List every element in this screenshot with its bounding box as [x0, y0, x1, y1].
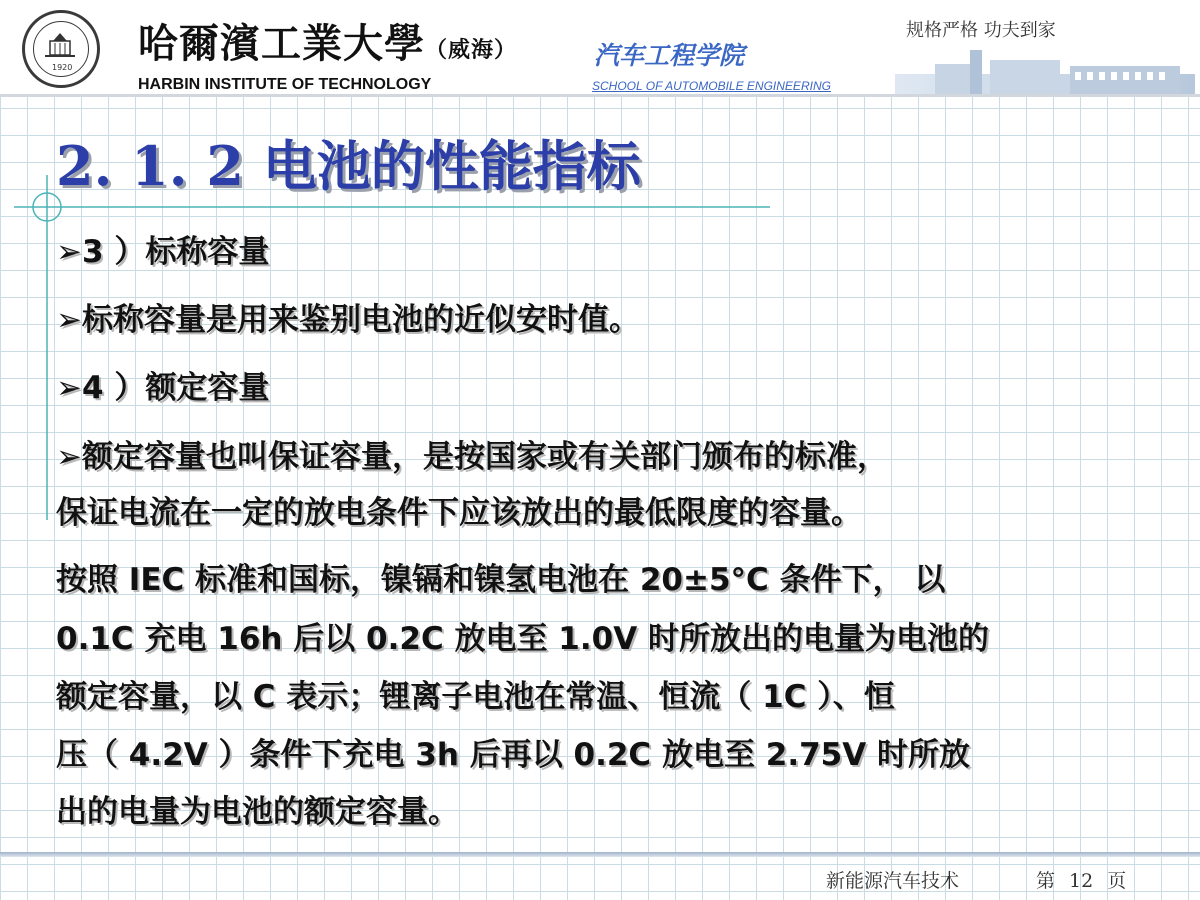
arrow-bullet-icon: ➢	[56, 234, 82, 270]
arrow-bullet-icon: ➢	[56, 302, 82, 338]
logo-building-icon	[45, 33, 75, 57]
header-divider	[0, 94, 1200, 97]
bullet-text: 3 ）标称容量	[81, 234, 270, 270]
bullet-text: 标称容量是用来鉴别电池的近似安时值。	[81, 302, 640, 338]
paragraph-line: 压（ 4.2V ）条件下充电 3h 后再以 0.2C 放电至 2.75V 时所放	[56, 737, 971, 773]
bullet-text: 额定容量也叫保证容量，是按国家或有关部门颁布的标准，	[81, 439, 888, 475]
paragraph-line: 0.1C 充电 16h 后以 0.2C 放电至 1.0V 时所放出的电量为电池的	[56, 621, 989, 657]
page-suffix: 页	[1107, 870, 1127, 892]
bullet-item	[56, 226, 269, 271]
slide-title: 2. 1. 2 电池的性能指标	[56, 134, 641, 198]
bullet-text: 4 ）额定容量	[81, 370, 270, 406]
course-name: 新能源汽车技术	[826, 870, 960, 892]
bullet-item	[56, 431, 888, 476]
university-logo	[22, 10, 100, 88]
school-name-en: HARBIN INSTITUTE OF TECHNOLOGY	[138, 76, 432, 93]
college-name-cn: 汽车工程学院	[594, 41, 745, 70]
arrow-bullet-icon: ➢	[56, 439, 82, 475]
paragraph-line: 出的电量为电池的额定容量。	[56, 794, 459, 830]
logo-year: 1920	[52, 63, 73, 72]
school-name-cn-text: 哈爾濱工業大學	[138, 20, 425, 67]
arrow-bullet-icon: ➢	[56, 370, 82, 406]
page-value: 12	[1069, 870, 1094, 892]
paragraph-line: 额定容量，以 C 表示；锂离子电池在常温、恒流（ 1C ）、恒	[56, 679, 895, 715]
slide-header	[0, 0, 1200, 96]
paragraph-line: 保证电流在一定的放电条件下应该放出的最低限度的容量。	[56, 495, 862, 531]
school-motto: 规格严格 功夫到家	[906, 20, 1056, 41]
bullet-item	[56, 294, 640, 339]
school-name-cn	[138, 12, 517, 69]
paragraph-line: 按照 IEC 标准和国标，镍镉和镍氢电池在 20±5°C 条件下， 以	[56, 562, 946, 598]
college-name-en: SCHOOL OF AUTOMOBILE ENGINEERING	[592, 79, 831, 93]
campus-skyline-image	[895, 44, 1195, 94]
bullet-item	[56, 362, 269, 407]
school-campus: （威海）	[425, 37, 518, 63]
page-number	[1036, 866, 1140, 893]
page-prefix: 第	[1036, 870, 1056, 892]
footer-divider	[0, 852, 1200, 857]
